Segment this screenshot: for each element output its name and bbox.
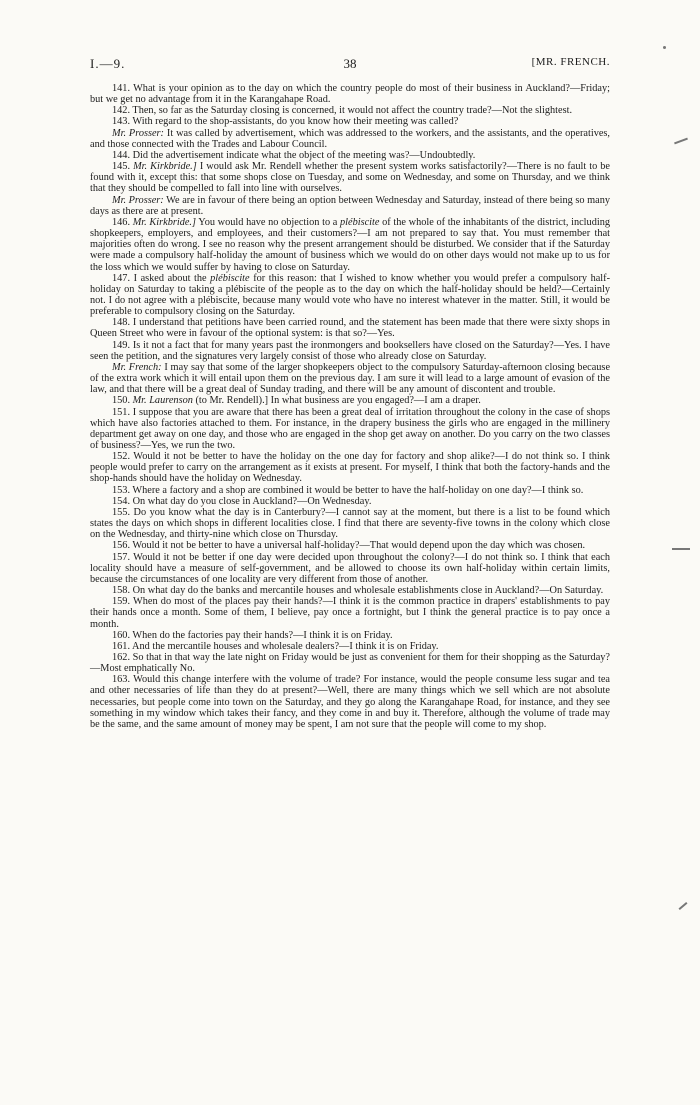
paragraph-159: 159. When do most of the places pay their hands?—I think it is the common practice in drapers' establishments to pay their hands once a month. Some of them, I believe, pay once a fortnight, but I think the general practice is to pay once a month. — [90, 596, 610, 630]
paragraph-160: 160. When do the factories pay their hands?—I think it is on Friday. — [112, 629, 393, 641]
paragraph-158: 158. On what day do the banks and mercantile houses and wholesale establishments close in Auckland?—On Saturday. — [112, 585, 604, 597]
paragraph-147: 147. I asked about the plébiscite for this reason: that I wished to know whether you would prefer a compulsory half-holiday on Saturday to taking a plébiscite of the people as to the day on which the half-holiday should be held?—Certainly not. I do not agree with a plébiscite, because many would vote who have no interest whatever in the matter. Still, it would be preferable to compulsory closing on the Saturday. — [90, 272, 611, 318]
document-reference: I.—9. — [90, 56, 126, 71]
evidence-body — [90, 83, 610, 730]
paragraph-156: 156. Would it not be better to have a universal half-holiday?—That would depend upon the day which was chosen. — [112, 540, 586, 552]
paragraph-157: 157. Would it not be better if one day were decided upon throughout the colony?—I do not think so. I think that each locality should have a measure of self-government, and be allowed to choose its own half-holiday within certain limits, because the circumstances of one locality are very different from those of another. — [90, 551, 611, 585]
paragraph-163: 163. Would this change interfere with the volume of trade? For instance, would the people consume less sugar and tea and other necessaries of life than they do at present?—Well, there are many things which we sell which are not absolute necessaries, but people come into town on the Saturday, and they go along the Karangahape Road, for instance, and they see something in my window which takes their fancy, and they come in and buy it. Therefore, although the volume of trade may be the same, and the same amount of money may be spent, I am not sure that the people will come to my shop. — [90, 674, 610, 730]
paragraph-150: 150. Mr. Laurenson (to Mr. Rendell).] In what business are you engaged?—I am a draper. — [112, 395, 481, 407]
paragraph-149: 149. Is it not a fact that for many years past the ironmongers and booksellers have closed on the Saturday?—Yes. I have seen the petition, and the signatures very largely consist of those who already close on Saturday. — [90, 339, 611, 362]
statement-prosser-1: Mr. Prosser: It was called by advertisement, which was addressed to the workers, and the assistants, and the operatives, and those connected with the Trades and Labour Council. — [90, 127, 610, 150]
margin-mark — [672, 548, 690, 550]
paragraph-146: 146. Mr. Kirkbride.] You would have no objection to a plébiscite of the whole of the inhabitants of the district, including shopkeepers, employers, and employees, and their customers?—I am not prepared to say that. You must remember that majorities often do wrong. I see no reason why the present arrangement should be disturbed. We consider that if the Saturday were made a compulsory half-holiday the amount of business which we would do on other days would not make up to us for the loss which we would suffer by having to close on Saturday. — [90, 216, 610, 273]
paragraph-143: 143. With regard to the shop-assistants, do you know how their meeting was called? — [112, 116, 459, 128]
paragraph-148: 148. I understand that petitions have been carried round, and the statement has been made that there were sixty shops in Queen Street who were in favour of the optional system: is that so?—Yes. — [90, 317, 610, 340]
margin-mark — [663, 46, 666, 49]
margin-mark — [679, 902, 688, 910]
page-header — [90, 56, 610, 76]
paragraph-154: 154. On what day do you close in Auckland?—On Wednesday. — [112, 495, 372, 507]
paragraph-155: 155. Do you know what the day is in Canterbury?—I cannot say at the moment, but there is a list to be found which states the days on which shops in different localities close. I find that there are seventy-five towns in the colony which close on the Wednesday, and thirty-nine which close on Thursday. — [90, 506, 611, 541]
margin-mark — [674, 138, 688, 145]
page-number: 38 — [343, 56, 357, 71]
paragraph-142: 142. Then, so far as the Saturday closing is concerned, it would not affect the country trade?—Not the slightest. — [112, 105, 573, 117]
paragraph-141: 141. What is your opinion as to the day on which the country people do most of their business in Auckland?—Friday; but we get no advantage from it in the Karangahape Road. — [90, 83, 610, 106]
paragraph-161: 161. And the mercantile houses and wholesale dealers?—I think it is on Friday. — [112, 640, 439, 652]
paragraph-162: 162. So that in that way the late night on Friday would be just as convenient for them for their shopping as the Saturday?—Most emphatically No. — [90, 651, 610, 675]
paragraph-145: 145. Mr. Kirkbride.] I would ask Mr. Rendell whether the present system works satisfactorily?—There is no fault to be found with it, except this: that some shops close on Tuesday, and some on Wednesday, and some on Thursday, and we think that they should be compelled to fall into line with ourselves. — [90, 161, 611, 195]
paragraph-153: 153. Where a factory and a shop are combined it would be better to have the half-holiday on one day?—I think so. — [112, 484, 584, 496]
statement-prosser-2: Mr. Prosser: We are in favour of there being an option between Wednesday and Saturday, instead of there being so many days as there are at present. — [90, 194, 610, 217]
statement-french: Mr. French: I may say that some of the larger shopkeepers object to the compulsory Saturday-afternoon closing because of the extra work which it will entail upon them on the previous day. I am sure it will lead to a large amount of evasion of the law, and that there will be a great deal of Sunday trading, and there will be any amount of discontent and trouble. — [90, 361, 611, 396]
running-head: [MR. FRENCH. — [531, 56, 610, 68]
paragraph-151: 151. I suppose that you are aware that there has been a great deal of irritation throughout the colony in the case of shops which have also factories attached to them. For instance, in the drapery business the girls who are engaged in the millinery department get away on one day, and those who are engaged in the shop get away on another. Do you carry on the two classes of business?—Yes, we run the two. — [90, 406, 610, 451]
paragraph-144: 144. Did the advertisement indicate what the object of the meeting was?—Undoubtedly. — [112, 149, 476, 161]
paragraph-152: 152. Would it not be better to have the holiday on the one day for factory and shop alike?—I do not think so. I think people would prefer to carry on the arrangement as it exists at present. For myself, I think that both the factory-hands and the shop-hands should have the holiday on Wednesday. — [90, 451, 611, 485]
